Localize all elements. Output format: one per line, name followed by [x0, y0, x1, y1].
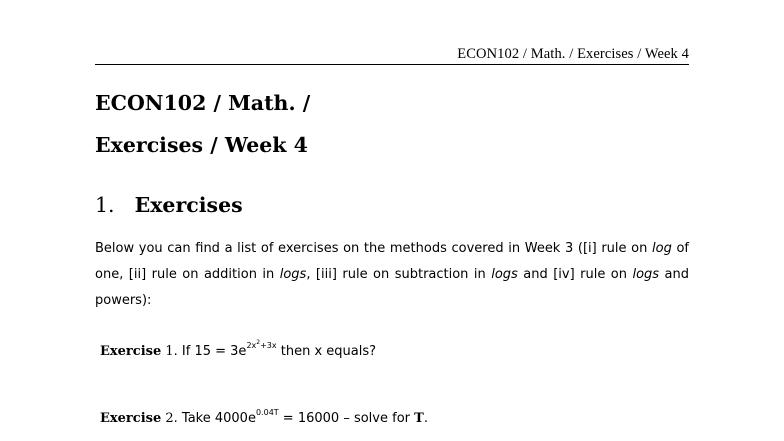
- intro-text-5: and powers):: [95, 267, 689, 308]
- intro-paragraph: [95, 236, 689, 314]
- intro-text-2: of one, [ii] rule on addition in: [95, 241, 689, 282]
- exercise-2-text-before: . Take 4000e: [173, 411, 256, 426]
- exercise-number: 2: [165, 411, 174, 426]
- exercise-1-text-before: . If 15 = 3e: [173, 344, 247, 359]
- running-header: ECON102 / Math. / Exercises / Week 4: [457, 46, 689, 62]
- exercise-2-exponent: 0.04T: [255, 408, 279, 417]
- exercise-2-variable: T: [414, 411, 424, 426]
- exercise-2-text-after: .: [423, 411, 428, 426]
- intro-text-1: Below you can find a list of exercises on the methods covered in Week 3 ([i] rule on: [95, 241, 652, 256]
- section-heading: [95, 193, 243, 217]
- exercise-number: 1: [165, 344, 174, 359]
- intro-text-3: , [iii] rule on subtraction in: [306, 267, 492, 282]
- intro-text-4: and [iv] rule on: [517, 267, 633, 282]
- exercise-1-exponent-rest: +3x: [260, 341, 277, 350]
- exercise-1-exponent: [246, 341, 276, 350]
- intro-logs-1: logs: [279, 267, 307, 282]
- exercise-label: Exercise: [100, 344, 162, 359]
- section-number: 1.: [95, 193, 115, 217]
- intro-logs-3: logs: [632, 267, 660, 282]
- intro-logs-2: logs: [491, 267, 518, 282]
- document-title-line-1: ECON102 / Math. /: [95, 91, 311, 115]
- intro-log: log: [652, 241, 672, 256]
- exercise-label: Exercise: [100, 411, 162, 426]
- exercise-1: [100, 339, 377, 359]
- exercise-1-text-after: then x equals?: [276, 344, 377, 359]
- exercise-1-exponent-power: 2: [256, 339, 261, 346]
- exercise-2: [100, 408, 428, 426]
- document-title-line-2: Exercises / Week 4: [95, 133, 308, 157]
- section-title: Exercises: [134, 193, 243, 217]
- header-rule: [95, 64, 689, 65]
- exercise-2-text-middle: = 16000 – solve for: [278, 411, 415, 426]
- exercise-1-exponent-main: 2x: [246, 341, 257, 350]
